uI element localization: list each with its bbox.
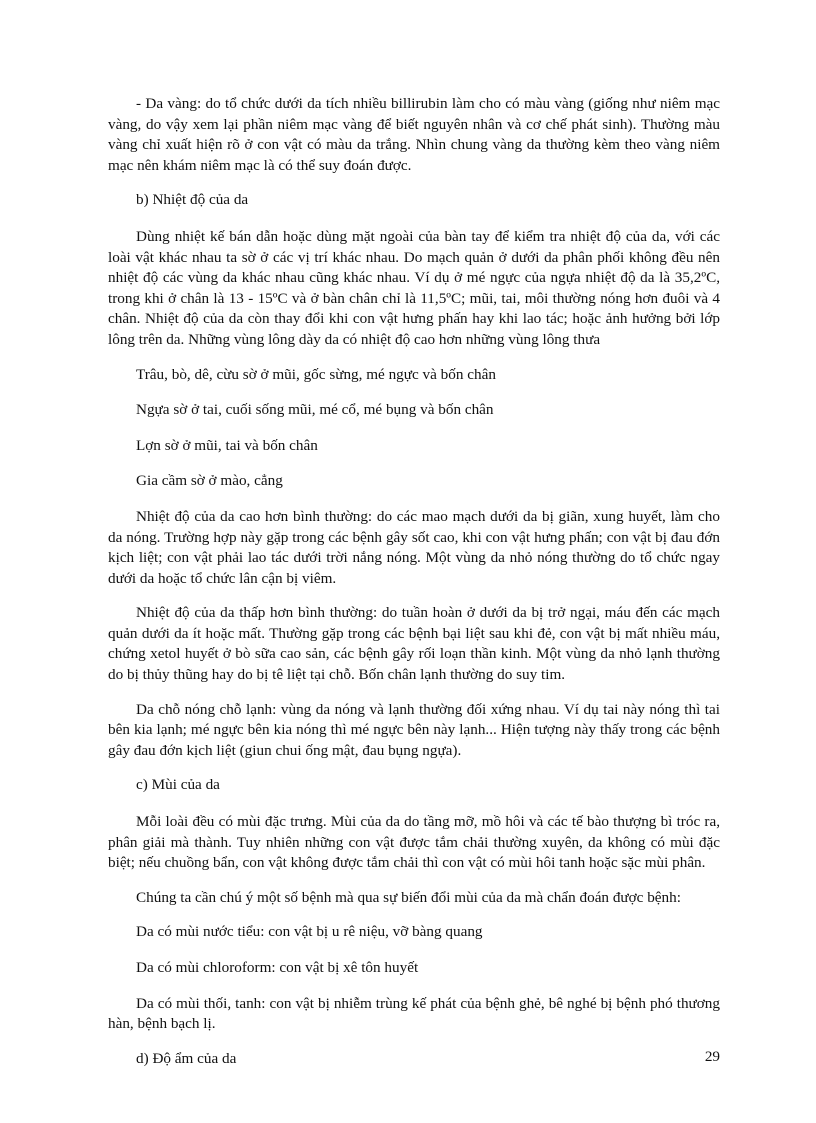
list-item-odor-urine: Da có mùi nước tiểu: con vật bị u rê niệu, vỡ bàng quang: [136, 923, 483, 941]
paragraph-odor-diagnosis: Chúng ta cần chú ý một số bệnh mà qua sự biến đổi mùi của da mà chẩn đoán được bệnh:: [136, 888, 681, 906]
paragraph-temperature-high: Nhiệt độ của da cao hơn bình thường: do các mao mạch dưới da bị giãn, xung huyết, làm cho da nóng. Trường hợp này gặp trong các bệnh gây sốt cao, khi con vật hưng phấn; con vật bị đau đớn kịch liệt; con vật phải lao tác dưới trời nắng nóng. Một vùng da nhỏ nóng thường do tổ chức ngay dưới da hoặc tổ chức lân cận bị viêm.: [108, 507, 720, 587]
paragraph-temperature-low: Nhiệt độ của da thấp hơn bình thường: do tuần hoàn ở dưới da bị trở ngại, máu đến các mạch quản dưới da ít hoặc mất. Thường gặp trong các bệnh bại liệt sau khi đẻ, con vật bị mất nhiều máu, chứng xetol huyết ở bò sữa cao sản, các bệnh gây rối loạn thần kinh. Một vùng da nhỏ lạnh thường do bị thủy thũng hay do bị tê liệt tại chỗ. Bốn chân lạnh thường do suy tim.: [108, 604, 720, 684]
paragraph-temperature-method: Dùng nhiệt kế bán dẫn hoặc dùng mặt ngoài của bàn tay để kiểm tra nhiệt độ của da, với các loài vật khác nhau ta sờ ở các vị trí khác nhau. Do mạch quản ở dưới da phân phối không đều nên nhiệt độ các vùng da khác nhau cũng khác nhau. Ví dụ ở mé ngực của ngựa nhiệt độ da là 35,2ºC, trong khi ở chân là 13 - 15ºC và ở bàn chân chỉ là 11,5ºC; mũi, tai, môi thường nóng hơn đuôi và 4 chân. Nhiệt độ của da còn thay đổi khi con vật hưng phấn hay khi lao tác; hoặc ảnh hưởng bởi lớp lông trên da. Những vùng lông dày da có nhiệt độ cao hơn những vùng lông thưa: [108, 227, 720, 348]
section-heading-skin-moisture: d) Độ ẩm của da: [136, 1049, 237, 1067]
paragraph-temperature-mixed: Da chỗ nóng chỗ lạnh: vùng da nóng và lạnh thường đối xứng nhau. Ví dụ tai này nóng thì tai bên kia lạnh; mé ngực bên kia nóng thì mé ngực bên này lạnh... Hiện tượng này thấy trong các bệnh gây đau đớn kịch liệt (giun chui ống mật, đau bụng ngựa).: [108, 700, 720, 759]
list-item-poultry: Gia cầm sờ ở mào, cẳng: [136, 472, 283, 490]
section-heading-skin-odor: c) Mùi của da: [136, 776, 220, 794]
list-item-pig: Lợn sờ ở mũi, tai và bốn chân: [136, 436, 318, 454]
paragraph-odor-rotten: Da có mùi thối, tanh: con vật bị nhiễm trùng kế phát của bệnh ghẻ, bê nghé bị bệnh phó thương hàn, bệnh bạch lị.: [108, 994, 720, 1033]
paragraph-yellow-skin: - Da vàng: do tổ chức dưới da tích nhiều billirubin làm cho có màu vàng (giống như niêm mạc vàng, do vậy xem lại phần niêm mạc vàng để biết nguyên nhân và cơ chế phát sinh). Thường màu vàng chỉ xuất hiện rõ ở con vật có màu da trắng. Nhìn chung vàng da thường kèm theo vàng niêm mạc nên khám niêm mạc là có thể suy đoán được.: [108, 95, 720, 174]
list-item-cattle: Trâu, bò, dê, cừu sờ ở mũi, gốc sừng, mé ngực và bốn chân: [136, 365, 496, 383]
section-heading-skin-temperature: b) Nhiệt độ của da: [136, 191, 249, 209]
document-page: [108, 94, 720, 1085]
list-item-horse: Ngựa sờ ở tai, cuối sống mũi, mé cổ, mé bụng và bốn chân: [136, 401, 494, 419]
paragraph-odor-intro: Mỗi loài đều có mùi đặc trưng. Mùi của da do tầng mỡ, mồ hôi và các tế bào thượng bì tróc ra, phân giải mà thành. Tuy nhiên những con vật được tắm chải thường xuyên, da không có mùi đặc biệt; nếu chuồng bẩn, con vật không được tắm chải thì con vật có mùi hôi tanh hoặc sặc mùi phân.: [108, 813, 720, 872]
list-item-odor-chloroform: Da có mùi chloroform: con vật bị xê tôn huyết: [136, 959, 419, 976]
page-number: 29: [704, 1048, 720, 1065]
